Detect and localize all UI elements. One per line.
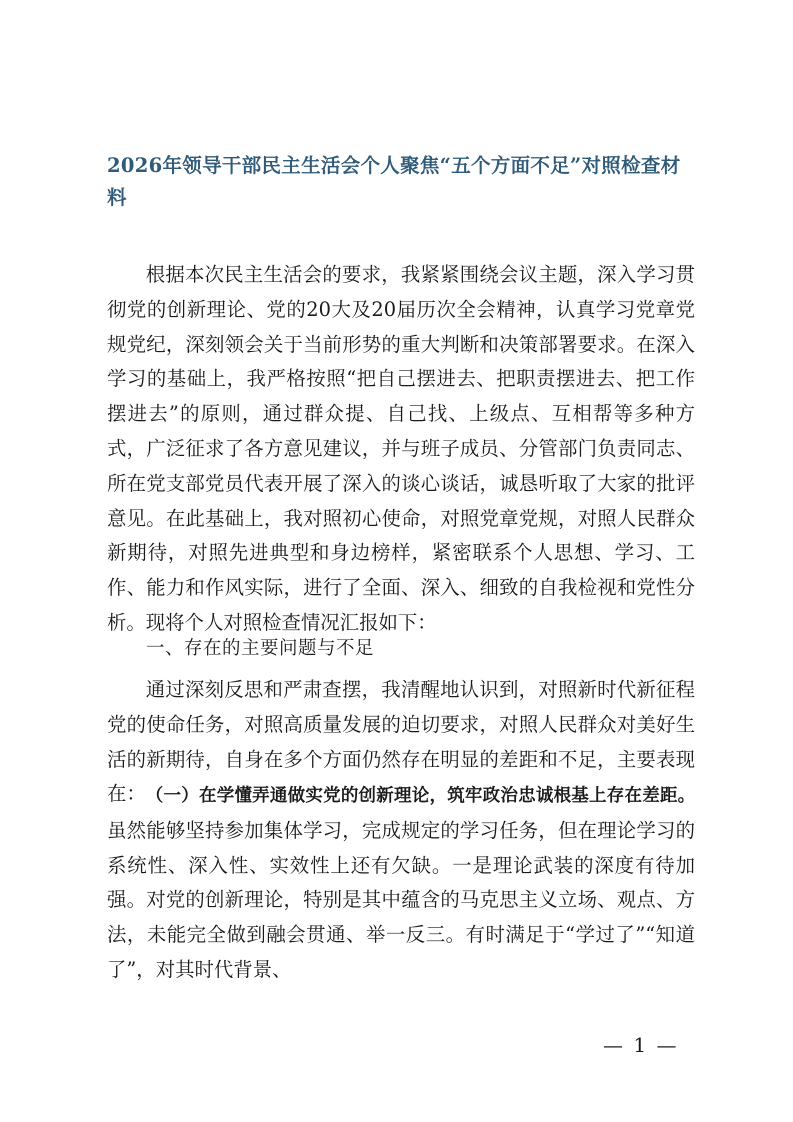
page-number: — 1 —: [603, 1033, 679, 1057]
section-heading-problems: 一、存在的主要问题与不足: [146, 638, 375, 659]
theory-study-paragraph: [107, 778, 695, 988]
intro-paragraph: 根据本次民主生活会的要求，我紧紧围绕会议主题，深入学习贯彻党的创新理论、党的20大及20届历次全会精神，认真学习党章党规党纪，深刻领会关于当前形势的重大判断和决策部署要求。在深入学习的基础上，我严格按照“把自己摆进去、把职责摆进去、把工作摆进去”的原则，通过群众提、自己找、上级点、互相帮等多种方式，广泛征求了各方意见建议，并与班子成员、分管部门负责同志、所在党支部党员代表开展了深入的谈心谈话，诚恳听取了大家的批评意见。在此基础上，我对照初心使命，对照党章党规，对照人民群众新期待，对照先进典型和身边榜样，紧密联系个人思想、学习、工作、能力和作风实际，进行了全面、深入、细致的自我检视和党性分析。现将个人对照检查情况汇报如下：: [107, 263, 695, 634]
theory-study-body: 虽然能够坚持参加集体学习，完成规定的学习任务，但在理论学习的系统性、深入性、实效性上还有欠缺。一是理论武装的深度有待加强。对党的创新理论，特别是其中蕴含的马克思主义立场、观点、方法，未能完全做到融会贯通、举一反三。有时满足于“学过了”“知道了”，对其时代背景、: [107, 818, 695, 981]
problems-intro-paragraph: 通过深刻反思和严肃查摆，我清醒地认识到，对照新时代新征程党的使命任务，对照高质量发展的迫切要求，对照人民群众对美好生活的新期待，自身在多个方面仍然存在明显的差距和不足，主要表现在：: [107, 678, 695, 806]
document-title: 2026年领导干部民主生活会个人聚焦“五个方面不足”对照检查材料: [107, 154, 681, 209]
subsection-heading-theory: （一）在学懂弄通做实党的创新理论，筑牢政治忠诚根基上存在差距。: [145, 786, 695, 806]
